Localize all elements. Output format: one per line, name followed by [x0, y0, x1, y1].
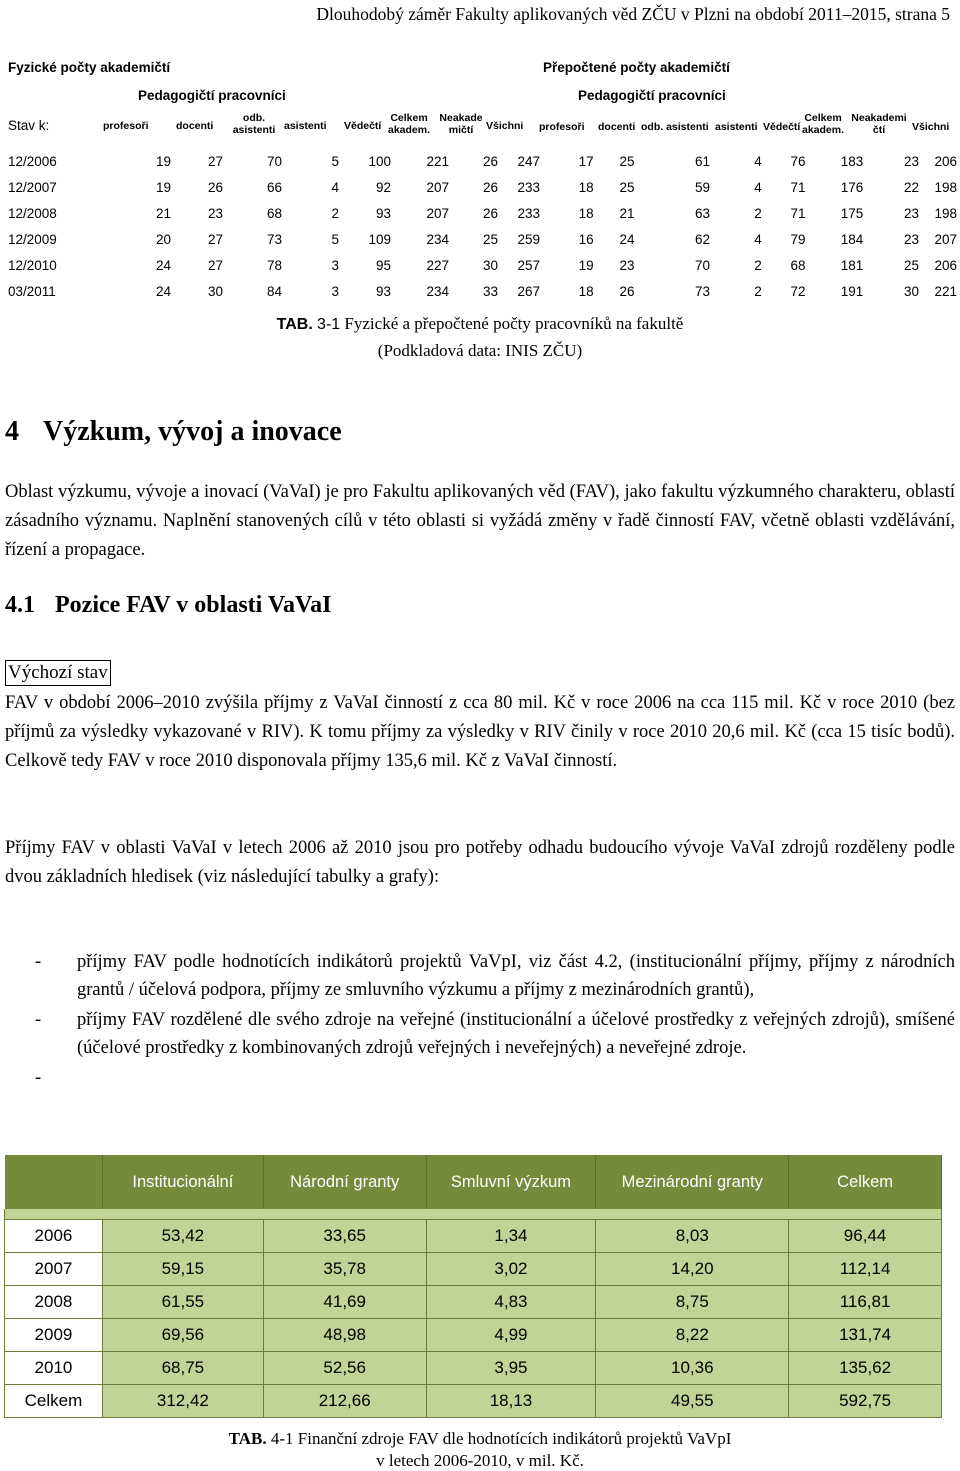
cell: 109: [368, 231, 391, 247]
staff-left-title: Fyzické počty akademičtí: [8, 60, 171, 75]
cell: 181: [840, 257, 864, 273]
cell: 22: [903, 179, 920, 195]
finance-header-institucionalni: Institucionální: [102, 1155, 263, 1209]
finance-cell: 96,44: [789, 1220, 942, 1253]
row-date: 12/2010: [8, 257, 57, 273]
cell: 27: [207, 153, 223, 169]
cell: 70: [695, 257, 711, 273]
cell: 68: [266, 205, 282, 221]
cell: 19: [578, 257, 594, 273]
table-row: [540, 174, 960, 200]
finance-cell: 3,02: [426, 1253, 596, 1286]
cell: 92: [375, 179, 391, 195]
cell: 84: [266, 283, 282, 299]
cell: 19: [155, 179, 171, 195]
finance-cell: 1,34: [426, 1220, 596, 1253]
section-4-heading: [5, 416, 342, 448]
staff-right-title: Přepočtené počty akademičtí: [543, 60, 730, 75]
finance-cell: 112,14: [789, 1253, 942, 1286]
section-4-1-heading: [5, 592, 331, 619]
finance-header-row: [5, 1155, 942, 1209]
paragraph-2: FAV v období 2006–2010 zvýšila příjmy z VaVaI činností z cca 80 mil. Kč v roce 2006 na cca 115 mil. Kč v roce 2010 (bez příjmů za výsledky vykazované v RIV). K tomu příjmy za výsledky v RIV činily v roce 2010 20,6 mil. Kč (cca 15 tisíc bodů). Celkově tedy FAV v roce 2010 disponovala příjmy 135,6 mil. Kč z VaVaI činností.: [5, 693, 955, 771]
finance-cell: 61,55: [102, 1286, 263, 1319]
cell: 24: [155, 257, 171, 273]
table-row: [540, 200, 960, 226]
table-row: [5, 148, 543, 174]
cell: 26: [482, 153, 498, 169]
cell: 23: [207, 205, 223, 221]
finance-cell: 8,75: [596, 1286, 789, 1319]
col-header-neakademicti-r: Neakademičtí: [851, 112, 907, 136]
col-header-celkem-akadem-r: Celkem akadem.: [801, 112, 845, 136]
col-header-vsichni-r: Všichni: [912, 121, 950, 133]
table-row: [5, 226, 543, 252]
table-caption-2: [0, 1429, 960, 1449]
cell: 25: [482, 231, 498, 247]
cell: 72: [790, 283, 806, 299]
finance-row-label: 2007: [5, 1253, 103, 1286]
col-header-vedecti-r: Vědečtí: [763, 121, 801, 133]
cell: 68: [790, 257, 806, 273]
finance-row: [5, 1253, 942, 1286]
table-row: [540, 278, 960, 304]
cell: 25: [619, 179, 635, 195]
caption2-tab: TAB.: [228, 1429, 267, 1448]
finance-header-mezinarodni-granty: Mezinárodní granty: [596, 1155, 789, 1209]
cell: 78: [266, 257, 282, 273]
cell: 198: [934, 205, 957, 221]
finance-row-label: 2009: [5, 1319, 103, 1352]
cell: 17: [578, 153, 594, 169]
finance-header-smluvni-vyzkum: Smluvní výzkum: [426, 1155, 596, 1209]
cell: 259: [517, 231, 540, 247]
finance-cell: 312,42: [102, 1385, 263, 1418]
cell: 4: [754, 231, 762, 247]
cell: 18: [578, 205, 594, 221]
cell: 59: [695, 179, 711, 195]
cell: 63: [695, 205, 711, 221]
finance-cell: 49,55: [596, 1385, 789, 1418]
col-header-odb-asistenti: odb. asistenti: [232, 112, 276, 136]
row-date: 12/2006: [8, 153, 57, 169]
col-header-profesori-r: profesoři: [539, 121, 585, 133]
cell: 24: [619, 231, 635, 247]
table-row: [540, 226, 960, 252]
cell: 93: [375, 283, 391, 299]
finance-header-narodni-granty: Národní granty: [263, 1155, 426, 1209]
staff-table-right: [540, 148, 960, 304]
cell: 233: [517, 179, 540, 195]
table-caption-1: [0, 314, 960, 334]
col-header-celkem-akadem: Celkem akadem.: [387, 112, 431, 136]
cell: 206: [934, 257, 957, 273]
paragraph-1: Oblast výzkumu, vývoje a inovací (VaVaI) je pro Fakultu aplikovaných věd (FAV), jako fakultu výzkumného charakteru, oblastí zásadního významu. Naplnění stanovených cílů v této oblasti si vyžádá změny v řadě činností FAV, včetně oblasti vzdělávání, řízení a propagace.: [5, 482, 955, 560]
cell: 207: [426, 205, 449, 221]
finance-cell: 53,42: [102, 1220, 263, 1253]
cell: 18: [578, 179, 594, 195]
finance-cell: 3,95: [426, 1352, 596, 1385]
finance-cell: 8,03: [596, 1220, 789, 1253]
finance-cell: 33,65: [263, 1220, 426, 1253]
cell: 61: [695, 153, 711, 169]
table-row: [5, 200, 543, 226]
cell: 33: [482, 283, 498, 299]
table-row: [5, 278, 543, 304]
cell: 30: [482, 257, 498, 273]
caption2-number: 4-1: [270, 1429, 294, 1448]
finance-row: [5, 1319, 942, 1352]
cell: 247: [517, 153, 540, 169]
cell: 3: [331, 283, 339, 299]
staff-right-subtitle: Pedagogičtí pracovníci: [578, 88, 726, 103]
cell: 4: [754, 179, 762, 195]
cell: 5: [331, 153, 339, 169]
finance-row: [5, 1352, 942, 1385]
finance-cell: 69,56: [102, 1319, 263, 1352]
caption1-tab: TAB.: [276, 316, 313, 333]
bullet-item: - příjmy FAV podle hodnotících indikátorů projektů VaVpI, viz část 4.2, (institucionální příjmy, příjmy z národních grantů / účelová podpora, příjmy ze smluvního výzkumu a příjmy z mezinárodních grantů),: [35, 952, 955, 1000]
cell: 175: [840, 205, 864, 221]
cell: 27: [207, 231, 223, 247]
cell: 227: [426, 257, 449, 273]
cell: 26: [619, 283, 635, 299]
cell: 21: [155, 205, 171, 221]
stav-label: Stav k:: [8, 118, 50, 133]
cell: 24: [155, 283, 171, 299]
section-4-number: 4: [5, 416, 19, 447]
cell: 23: [903, 153, 920, 169]
cell: 257: [517, 257, 540, 273]
row-date: 12/2007: [8, 179, 57, 195]
finance-cell: 116,81: [789, 1286, 942, 1319]
finance-cell: 14,20: [596, 1253, 789, 1286]
finance-row: [5, 1220, 942, 1253]
finance-cell: 131,74: [789, 1319, 942, 1352]
col-header-docenti: docenti: [176, 120, 214, 132]
section-4-1-number: 4.1: [5, 592, 35, 618]
cell: 100: [368, 153, 391, 169]
finance-cell: 10,36: [596, 1352, 789, 1385]
cell: 234: [426, 231, 449, 247]
row-date: 12/2008: [8, 205, 57, 221]
finance-cell: 4,99: [426, 1319, 596, 1352]
cell: 207: [426, 179, 449, 195]
cell: 233: [517, 205, 540, 221]
cell: 25: [903, 257, 920, 273]
table-row: [5, 252, 543, 278]
cell: 21: [619, 205, 635, 221]
cell: 234: [426, 283, 449, 299]
col-header-vsichni: Všichni: [486, 120, 524, 132]
cell: 27: [207, 257, 223, 273]
cell: 18: [578, 283, 594, 299]
finance-row-label: 2010: [5, 1352, 103, 1385]
cell: 26: [482, 205, 498, 221]
cell: 221: [426, 153, 449, 169]
finance-table: [4, 1155, 942, 1418]
finance-cell: 4,83: [426, 1286, 596, 1319]
col-header-vedecti: Vědečtí: [344, 120, 382, 132]
cell: 3: [331, 257, 339, 273]
cell: 183: [840, 153, 864, 169]
finance-cell: 18,13: [426, 1385, 596, 1418]
section-4-1-title: Pozice FAV v oblasti VaVaI: [55, 592, 332, 618]
cell: 198: [934, 179, 957, 195]
table-row: [540, 252, 960, 278]
cell: 206: [934, 153, 957, 169]
finance-cell: 59,15: [102, 1253, 263, 1286]
cell: 267: [517, 283, 540, 299]
staff-table-left: [5, 148, 543, 304]
finance-cell: 52,56: [263, 1352, 426, 1385]
cell: 2: [331, 205, 339, 221]
page-header: Dlouhodobý záměr Fakulty aplikovaných věd ZČU v Plzni na období 2011–2015, strana 5: [316, 4, 950, 24]
cell: 20: [155, 231, 171, 247]
cell: 66: [266, 179, 282, 195]
cell: 191: [840, 283, 864, 299]
finance-cell: 135,62: [789, 1352, 942, 1385]
cell: 70: [266, 153, 282, 169]
finance-total-row: [5, 1385, 942, 1418]
bullet-item: - příjmy FAV rozdělené dle svého zdroje na veřejné (institucionální a účelové prostředky z veřejných zdrojů), smíšené (účelové prostředky z kombinovaných zdrojů veřejných i neveřejných) a neveřejné zdroje.: [35, 1010, 955, 1058]
cell: 30: [903, 283, 920, 299]
cell: 76: [790, 153, 806, 169]
finance-row-label: 2008: [5, 1286, 103, 1319]
table-row: [5, 174, 543, 200]
finance-row-label: 2006: [5, 1220, 103, 1253]
caption1-source: (Podkladová data: INIS ZČU): [377, 341, 583, 360]
col-header-asistenti-r: asistenti: [715, 121, 758, 133]
cell: 71: [790, 179, 806, 195]
cell: 30: [207, 283, 223, 299]
cell: 79: [790, 231, 806, 247]
cell: 176: [840, 179, 864, 195]
cell: 2: [754, 283, 762, 299]
finance-header-corner: [5, 1155, 103, 1209]
bullet-list: [5, 948, 955, 1094]
cell: 23: [619, 257, 635, 273]
cell: 73: [695, 283, 711, 299]
cell: 25: [619, 153, 635, 169]
col-header-profesori: profesoři: [103, 120, 149, 132]
staff-left-subtitle: Pedagogičtí pracovníci: [138, 88, 286, 103]
finance-cell: 35,78: [263, 1253, 426, 1286]
finance-cell: 8,22: [596, 1319, 789, 1352]
cell: 23: [903, 205, 920, 221]
col-header-asistenti: asistenti: [284, 120, 327, 132]
caption1-number: 3-1: [317, 316, 341, 333]
col-header-docenti-r: docenti: [598, 121, 636, 133]
bullet-item: -: [35, 1068, 42, 1088]
row-date: 12/2009: [8, 231, 57, 247]
cell: 62: [695, 231, 711, 247]
cell: 23: [903, 231, 920, 247]
row-date: 03/2011: [8, 283, 56, 299]
cell: 26: [482, 179, 498, 195]
cell: 26: [207, 179, 223, 195]
cell: 184: [840, 231, 864, 247]
finance-row-label: Celkem: [5, 1385, 103, 1418]
caption2-line2: v letech 2006-2010, v mil. Kč.: [376, 1451, 584, 1470]
section-4-title: Výzkum, vývoj a inovace: [43, 416, 342, 447]
cell: 2: [754, 257, 762, 273]
col-header-odb-asistenti-r: odb. asistenti: [641, 121, 709, 133]
cell: 16: [578, 231, 594, 247]
cell: 71: [790, 205, 806, 221]
cell: 207: [934, 231, 957, 247]
finance-row: [5, 1286, 942, 1319]
cell: 93: [375, 205, 391, 221]
cell: 4: [754, 153, 762, 169]
cell: 4: [331, 179, 339, 195]
cell: 95: [375, 257, 391, 273]
finance-cell: 48,98: [263, 1319, 426, 1352]
cell: 221: [934, 283, 957, 299]
finance-cell: 592,75: [789, 1385, 942, 1418]
col-header-neakademicti: Neakademičtí: [439, 112, 483, 136]
paragraph-3: Příjmy FAV v oblasti VaVaI v letech 2006 až 2010 jsou pro potřeby odhadu budoucího vývoje VaVaI zdrojů rozděleny podle dvou základních hledisek (viz následující tabulky a grafy):: [5, 838, 955, 887]
finance-cell: 68,75: [102, 1352, 263, 1385]
finance-cell: 212,66: [263, 1385, 426, 1418]
caption2-text: Finanční zdroje FAV dle hodnotících indikátorů projektů VaVpI: [297, 1429, 732, 1448]
finance-header-celkem: Celkem: [789, 1155, 942, 1209]
cell: 5: [331, 231, 339, 247]
caption1-text: Fyzické a přepočtené počty pracovníků na fakultě: [344, 314, 684, 333]
cell: 73: [266, 231, 282, 247]
cell: 19: [155, 153, 171, 169]
vychozi-stav-label: Výchozí stav: [5, 660, 111, 686]
table-row: [540, 148, 960, 174]
finance-cell: 41,69: [263, 1286, 426, 1319]
cell: 2: [754, 205, 762, 221]
